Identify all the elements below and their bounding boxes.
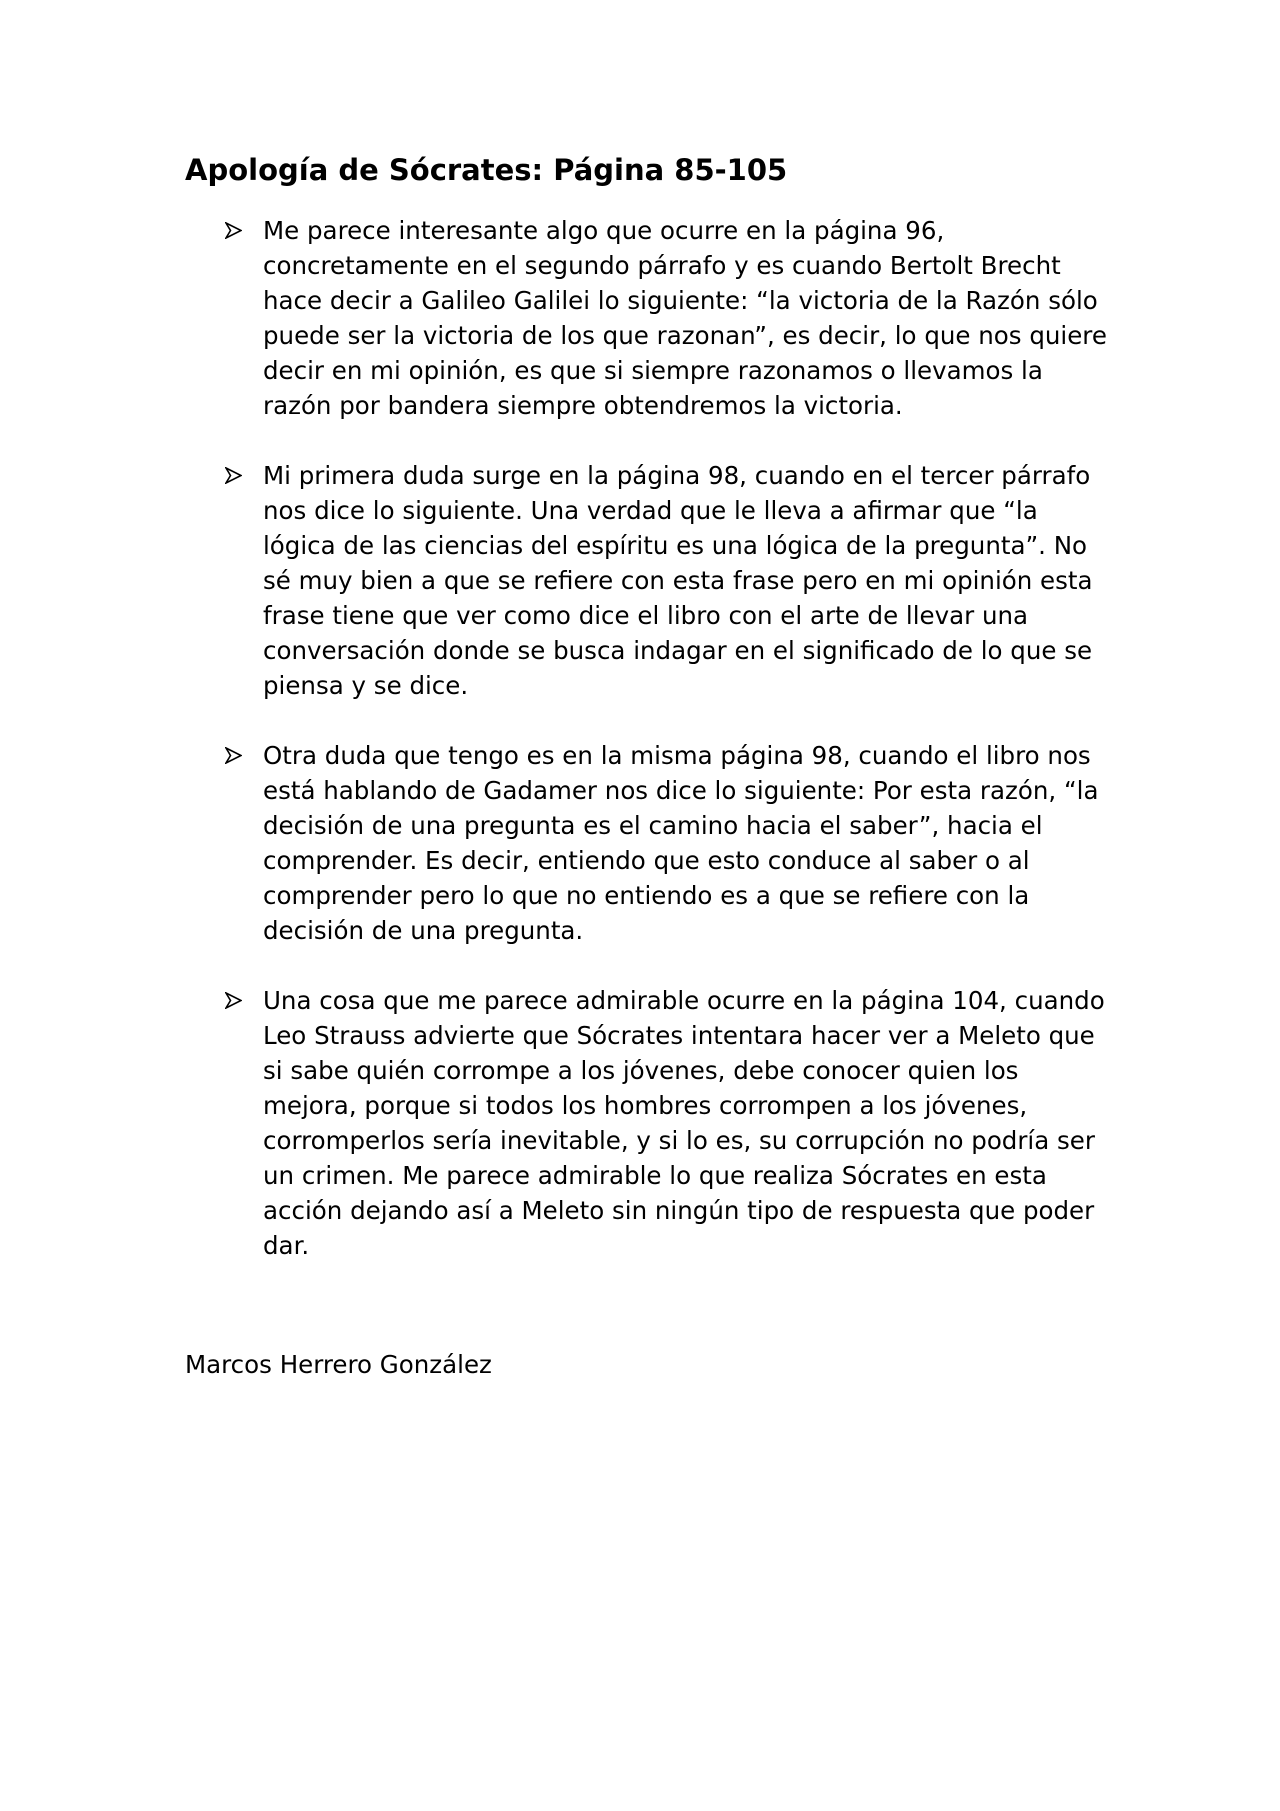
arrowhead-bullet-icon: [225, 222, 242, 239]
bullet-item: [185, 983, 1115, 1263]
author-name: Marcos Herrero González: [185, 1350, 492, 1379]
bullet-text: Mi primera duda surge en la página 98, cuando en el tercer párrafo nos dice lo siguiente. Una verdad que le lleva a afirmar que “la lógica de las ciencias del espíritu es una lógica de la pregunta”. No sé muy bien a que se refiere con esta frase pero en mi opinión esta frase tiene que ver como dice el libro con el arte de llevar una conversación donde se busca indagar en el significado de lo que se piensa y se dice.: [263, 461, 1093, 700]
arrowhead-bullet-icon: [225, 992, 242, 1009]
bullet-text: Me parece interesante algo que ocurre en la página 96, concretamente en el segundo párrafo y es cuando Bertolt Brecht hace decir a Galileo Galilei lo siguiente: “la victoria de la Razón sólo puede ser la victoria de los que razonan”, es decir, lo que nos quiere decir en mi opinión, es que si siempre razonamos o llevamos la razón por bandera siempre obtendremos la victoria.: [263, 216, 1107, 420]
bullet-text: Una cosa que me parece admirable ocurre en la página 104, cuando Leo Strauss advierte que Sócrates intentara hacer ver a Meleto que si sabe quién corrompe a los jóvenes, debe conocer quien los mejora, porque si todos los hombres corrompen a los jóvenes, corromperlos sería inevitable, y si lo es, su corrupción no podría ser un crimen. Me parece admirable lo que realiza Sócrates en esta acción dejando así a Meleto sin ningún tipo de respuesta que poder dar.: [263, 986, 1105, 1260]
bullet-item: [185, 458, 1115, 703]
bullet-text: Otra duda que tengo es en la misma página 98, cuando el libro nos está hablando de Gadamer nos dice lo siguiente: Por esta razón, “la decisión de una pregunta es el camino hacia el saber”, hacia el comprender. Es decir, entiendo que esto conduce al saber o al comprender pero lo que no entiendo es a que se refiere con la decisión de una pregunta.: [263, 741, 1099, 945]
document-title: Apología de Sócrates: Página 85-105: [185, 153, 788, 187]
bullet-item: [185, 738, 1115, 948]
arrowhead-bullet-icon: [225, 467, 242, 484]
bullet-item: [185, 213, 1115, 423]
bullet-list: [185, 213, 1115, 1263]
arrowhead-bullet-icon: [225, 747, 242, 764]
